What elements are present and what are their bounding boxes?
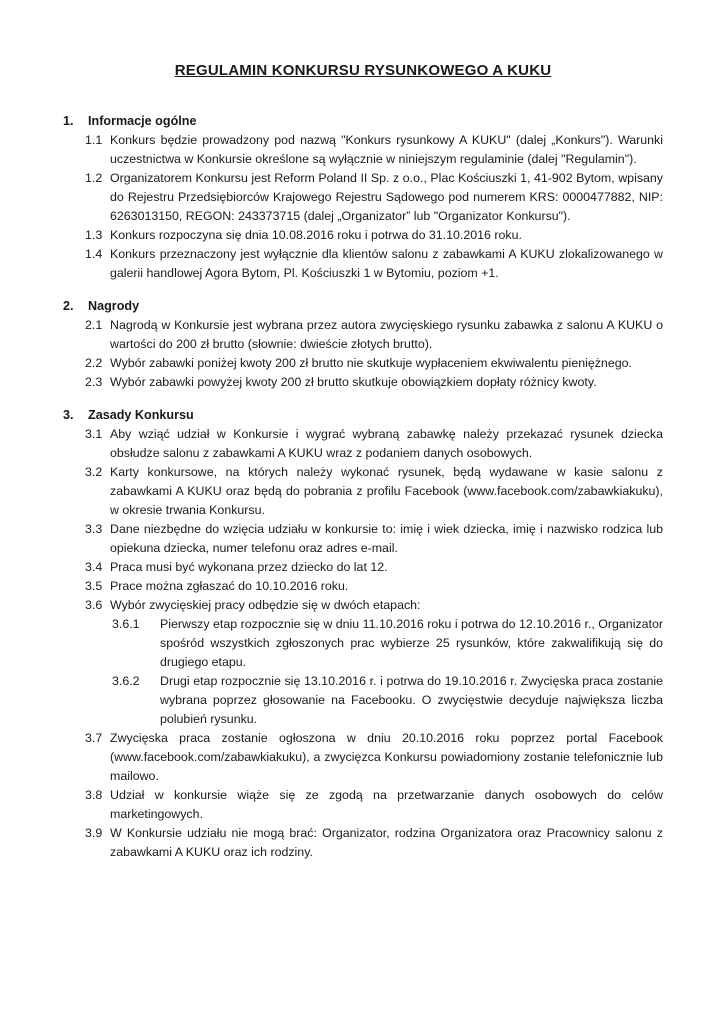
clause-3-8 [85,786,663,824]
clause-text: Aby wziąć udział w Konkursie i wygrać wybraną zabawkę należy przekazać rysunek dziecka obsłudze salonu z zabawkami A KUKU wraz z podaniem danych osobowych. [110,427,663,460]
subclause-number: 3.6.2 [112,674,140,688]
clause-number: 1.4 [85,247,103,261]
subclause-3-6-1 [112,615,663,672]
clause-list [63,316,663,392]
section-number: 1. [63,114,74,128]
subclause-number: 3.6.1 [112,617,140,631]
section-heading: Zasady Konkursu [88,408,194,422]
clause-2-2 [85,354,663,373]
section-zasady-konkursu [63,406,663,862]
section-number: 2. [63,299,74,313]
clause-text: W Konkursie udziału nie mogą brać: Organizator, rodzina Organizatora oraz Pracownicy salonu z zabawkami A KUKU oraz ich rodziny. [110,826,663,859]
clause-list [63,425,663,862]
section-informacje-ogolne [63,112,663,283]
section-number: 3. [63,408,74,422]
clause-number: 2.2 [85,356,103,370]
clause-text: Nagrodą w Konkursie jest wybrana przez autora zwycięskiego rysunku zabawka z salonu A KUKU o wartości do 200 zł brutto (słownie: dwieście złotych brutto). [110,318,663,351]
subclause-text: Drugi etap rozpocznie się 13.10.2016 r. i potrwa do 19.10.2016 r. Zwycięska praca zostanie wybrana poprzez głosowanie na Facebooku. O zwycięstwie decyduje największa liczba polubień rysunku. [160,674,663,726]
clause-2-1 [85,316,663,354]
clause-number: 3.7 [85,731,103,745]
clause-3-3 [85,520,663,558]
subclause-3-6-2 [112,672,663,729]
clause-text: Organizatorem Konkursu jest Reform Poland II Sp. z o.o., Plac Kościuszki 1, 41-902 Bytom, wpisany do Rejestru Przedsiębiorców Krajowego Rejestru Sądowego pod numerem KRS: 0000477882, NIP: 6263013150, REGON: 243373715 (dalej „Organizator” lub "Organizator Konkursu"). [110,171,663,223]
clause-3-5 [85,577,663,596]
clause-1-3 [85,226,663,245]
clause-number: 2.1 [85,318,103,332]
page-title: REGULAMIN KONKURSU RYSUNKOWEGO A KUKU [174,62,552,79]
clause-text: Udział w konkursie wiąże się ze zgodą na przetwarzanie danych osobowych do celów marketingowych. [110,788,663,821]
clause-3-2 [85,463,663,520]
clause-text: Wybór zabawki poniżej kwoty 200 zł brutto nie skutkuje wypłaceniem ekwiwalentu pieniężnego. [110,356,632,370]
clause-text: Dane niezbędne do wzięcia udziału w konkursie to: imię i wiek dziecka, imię i nazwisko rodzica lub opiekuna dziecka, numer telefonu oraz adres e-mail. [110,522,663,555]
clause-number: 3.2 [85,465,103,479]
clause-text: Praca musi być wykonana przez dziecko do lat 12. [110,560,388,574]
clause-number: 1.1 [85,133,103,147]
clause-number: 3.3 [85,522,103,536]
clause-number: 1.2 [85,171,103,185]
clause-1-2 [85,169,663,226]
clause-2-3 [85,373,663,392]
section-heading-row [63,406,663,425]
clause-text: Konkurs przeznaczony jest wyłącznie dla klientów salonu z zabawkami A KUKU zlokalizowanego w galerii handlowej Agora Bytom, Pl. Kościuszki 1 w Bytomiu, poziom +1. [110,247,663,280]
clause-number: 3.1 [85,427,103,441]
clause-1-1 [85,131,663,169]
section-heading-row [63,297,663,316]
clause-list [63,131,663,283]
clause-number: 1.3 [85,228,103,242]
clause-number: 3.8 [85,788,103,802]
clause-1-4 [85,245,663,283]
clause-text: Zwycięska praca zostanie ogłoszona w dniu 20.10.2016 roku poprzez portal Facebook (www.facebook.com/zabawkiakuku), a zwycięzca Konkursu powiadomiony zostanie telefonicznie lub mailowo. [110,731,663,783]
section-nagrody [63,297,663,392]
clause-number: 3.4 [85,560,103,574]
clause-text: Konkurs będzie prowadzony pod nazwą "Konkurs rysunkowy A KUKU" (dalej „Konkurs"). Warunki uczestnictwa w Konkursie określone są wyłącznie w niniejszym regulaminie (dalej "Regulamin"). [110,133,663,166]
subclause-text: Pierwszy etap rozpocznie się w dniu 11.10.2016 roku i potrwa do 12.10.2016 r., Organizator spośród wszystkich zgłoszonych prac wybierze 25 rysunków, które zakwalifikują się do drugiego etapu. [160,617,663,669]
clause-3-6 [85,596,663,729]
clause-text: Wybór zabawki powyżej kwoty 200 zł brutto skutkuje obowiązkiem dopłaty różnicy kwoty. [110,375,597,389]
clause-text: Wybór zwycięskiej pracy odbędzie się w dwóch etapach: [110,598,421,612]
clause-3-1 [85,425,663,463]
section-heading: Informacje ogólne [88,114,197,128]
clause-text: Prace można zgłaszać do 10.10.2016 roku. [110,579,349,593]
clause-text: Karty konkursowe, na których należy wykonać rysunek, będą wydawane w kasie salonu z zabawkami A KUKU oraz będą do pobrania z profilu Facebook (www.facebook.com/zabawkiakuku), w okresie trwania Konkursu. [110,465,663,517]
section-heading: Nagrody [88,299,140,313]
clause-number: 2.3 [85,375,103,389]
section-heading-row [63,112,663,131]
clause-text: Konkurs rozpoczyna się dnia 10.08.2016 roku i potrwa do 31.10.2016 roku. [110,228,522,242]
clause-number: 3.6 [85,598,103,612]
clause-number: 3.9 [85,826,103,840]
clause-3-4 [85,558,663,577]
clause-number: 3.5 [85,579,103,593]
clause-3-7 [85,729,663,786]
clause-3-9 [85,824,663,862]
